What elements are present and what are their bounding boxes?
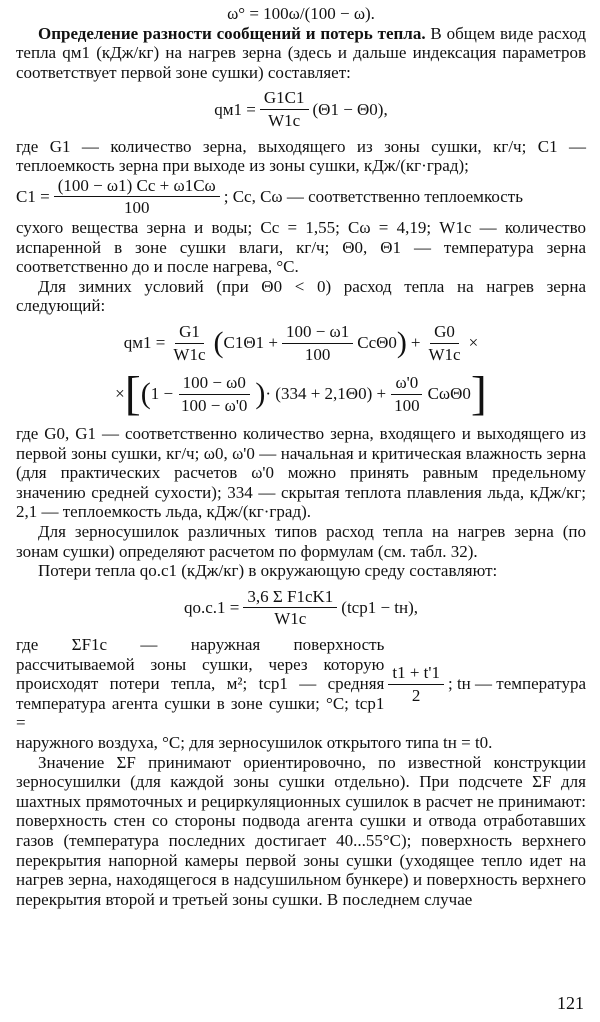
formula2-frac1-num: G1	[175, 322, 204, 344]
formula2-frac3-num: G0	[430, 322, 459, 344]
formula2-frac2-num: 100 − ω1	[282, 322, 353, 344]
formula2-frac1	[169, 322, 209, 364]
formula2-frac5-den: 100	[394, 395, 420, 415]
formula2-frac3	[425, 322, 465, 364]
formula2-frac5-num: ω'0	[391, 373, 422, 395]
formula1-denominator: W1c	[268, 110, 301, 130]
formula3-lhs: qо.с.1 =	[183, 598, 240, 618]
formula2-frac5	[390, 373, 424, 415]
formula2-line2-times: ×	[115, 384, 125, 404]
formula2-frac2	[282, 322, 353, 364]
formula-c1-numerator: (100 − ω1) Cc + ω1Cω	[54, 176, 220, 198]
formula2-paren-a: C1Θ1 +	[223, 333, 278, 353]
section-paragraph	[16, 24, 586, 83]
formula-winter-line1	[16, 322, 586, 364]
paragraph-where-3: где G0, G1 — соответственно количество зерна, входящего и выходящего из первой зоны сушки, кг/ч; ω0, ω'0 — начальная и критическая влажность зерна (для практических расчетов ω'0 можно принять равным предельному значению средней сухости); 334 — скрытая теплота плавления льда, кДж/кг; 2,1 — теплоемкость льда, кДж/(кг·град).	[16, 424, 586, 522]
formula-winter-line2	[16, 367, 586, 421]
page-number: 121	[557, 993, 584, 1014]
formula2-frac3-den: W1c	[428, 344, 461, 364]
formula1-numerator: G1C1	[260, 88, 309, 110]
formula-c1-denominator: 100	[123, 198, 150, 218]
paragraph-where-4-block	[16, 635, 586, 733]
formula2-frac2-den: 100	[304, 344, 331, 364]
section-intro: В общем виде расход тепла qм1 (кДж/кг) на нагрев зерна (здесь и дальше индексация параметров соответствует первой зоне сушки) составляет:	[16, 23, 586, 82]
formula1-lhs: qм1 =	[214, 99, 256, 119]
formula2-lhs: qм1 =	[123, 333, 166, 353]
formula2-open-paren-2: (	[140, 377, 151, 411]
paragraph-dryers: Для зерносушилок различных типов расход тепла на нагрев зерна (по зонам сушки) определяют расчетом по формулам (см. табл. 32).	[16, 522, 586, 561]
paragraph-winter: Для зимних условий (при Θ0 < 0) расход тепла на нагрев зерна следующий:	[16, 276, 586, 316]
top-formula: ω° = 100ω/(100 − ω).	[227, 4, 375, 23]
formula1-tail: (Θ1 − Θ0),	[312, 99, 388, 119]
formula2-open-paren: (	[213, 326, 224, 359]
formula2-paren-b: CcΘ0	[357, 333, 397, 353]
section-heading: Определение разности сообщений и потерь тепла.	[38, 23, 426, 43]
formula2-frac4	[177, 373, 251, 415]
formula-c1-lhs: C1 =	[16, 187, 50, 207]
paragraph-where-4: где ΣF1c — наружная поверхность рассчитываемой зоны сушки, через которую происходят потери тепла, м²; tср1 — средняя температура агента сушки в зоне сушки; °С; tср1 =	[16, 635, 385, 733]
formula1-fraction	[260, 88, 309, 130]
formula-heat-consumption	[16, 88, 586, 130]
formula4-numerator: t1 + t'1	[388, 663, 444, 685]
formula2-close-bracket: ]	[470, 367, 487, 421]
paragraph-where-1: где G1 — количество зерна, выходящего из зоны сушки, кг/ч; C1 — теплоемкость зерна при выходе из зоны сушки, кДж/(кг·град);	[16, 136, 586, 176]
formula2-plus: +	[410, 333, 421, 353]
formula2-frac1-den: W1c	[173, 344, 206, 364]
formula-c1-fraction	[54, 176, 220, 218]
formula3-numerator: 3,6 Σ F1cK1	[243, 587, 337, 609]
formula4-denominator: 2	[411, 685, 421, 705]
formula2-frac4-num: 100 − ω0	[179, 373, 250, 395]
formula4-tail: ; tн — температура	[447, 674, 586, 694]
formula2-open-bracket: [	[124, 367, 141, 421]
formula2-frac4-den: 100 − ω'0	[181, 395, 248, 415]
paragraph-where-2: сухого вещества зерна и воды; Cc = 1,55; Cω = 4,19; W1c — количество испаренной в зоне сушки влаги, кг/ч; Θ0, Θ1 — температура зерна соответственно до и после нагрева, °С.	[16, 217, 586, 277]
paragraph-outdoor: наружного воздуха, °С; для зерносушилок открытого типа tн = t0.	[16, 733, 493, 752]
formula-c1	[16, 176, 586, 218]
formula4-fraction	[388, 663, 444, 705]
formula2-one-minus: 1 −	[150, 384, 174, 404]
formula-heat-losses	[16, 587, 586, 629]
formula3-denominator: W1c	[274, 609, 307, 629]
formula-c1-tail: ; Cc, Cω — соответственно теплоемкость	[223, 187, 523, 207]
paragraph-losses: Потери тепла qо.с1 (кДж/кг) в окружающую среду составляют:	[38, 561, 498, 581]
formula2-mid: · (334 + 2,1Θ0) +	[265, 384, 387, 404]
formula2-close-paren: )	[396, 326, 407, 359]
formula2-end: CωΘ0	[427, 384, 471, 404]
formula2-times: ×	[468, 333, 479, 353]
formula2-close-paren-2: )	[255, 377, 266, 411]
formula3-tail: (tср1 − tн),	[341, 598, 419, 618]
formula3-fraction	[243, 587, 337, 629]
paragraph-value: Значение ΣF принимают ориентировочно, по известной конструкции зерносушилки (для каждой зоны сушки отдельно). При подсчете ΣF для шахтных прямоточных и рециркуляционных сушилок в расчет не принимают: поверхность стен со стороны подвода агента сушки и отвода отработавших газов (температура последних достигает 40...55°С); поверхность верхнего перекрытия напорной камеры первой зоны сушки (уходящее тепло идет на нагрев зерна, находящегося в надсушильном бункере) и поверхность верхнего перекрытия второй и третьей зоны сушки. В последнем случае	[16, 752, 586, 909]
